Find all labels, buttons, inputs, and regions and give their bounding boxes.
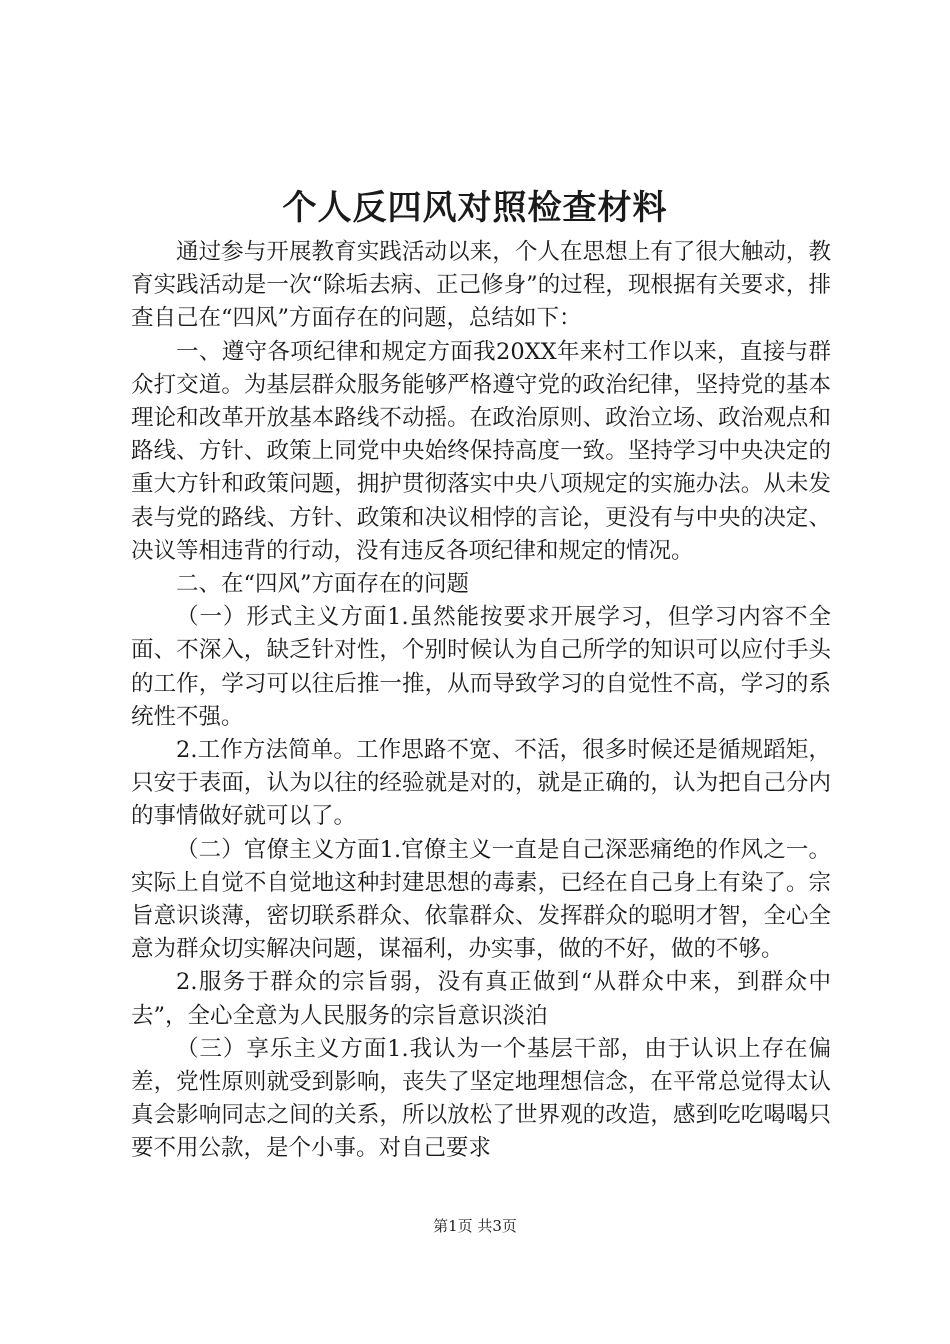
paragraph-section-1: 一、遵守各项纪律和规定方面我20XX年来村工作以来，直接与群众打交道。为基层群众服务能够严格遵守党的政治纪律，坚持党的基本理论和改革开放基本路线不动摇。在政治原则、政治立场、政治观点和路线、方针、政策上同党中央始终保持高度一致。坚持学习中央决定的重大方针和政策问题，拥护贯彻落实中央八项规定的实施办法。从未发表与党的路线、方针、政策和决议相悖的言论，更没有与中央的决定、决议等相违背的行动，没有违反各项纪律和规定的情况。 <box>131 338 831 564</box>
paragraph-hedonism-1: （三）享乐主义方面1.我认为一个基层干部，由于认识上存在偏差，党性原则就受到影响，丧失了坚定地理想信念，在平常总觉得太认真会影响同志之间的关系，所以放松了世界观的改造，感到吃吃喝喝只要不用公款，是个小事。对自己要求 <box>131 1035 831 1162</box>
paragraph-bureaucratism-2: 2.服务于群众的宗旨弱，没有真正做到“从群众中来，到群众中去”，全心全意为人民服务的宗旨意识淡泊 <box>131 969 831 1029</box>
paragraph-bureaucratism-1: （二）官僚主义方面1.官僚主义一直是自己深恶痛绝的作风之一。实际上自觉不自觉地这种封建思想的毒素，已经在自己身上有染了。宗旨意识谈薄，密切联系群众、依靠群众、发挥群众的聪明才智，全心全意为群众切实解决问题，谋福利，办实事，做的不好，做的不够。 <box>131 836 831 963</box>
paragraph-formalism-1: （一）形式主义方面1.虽然能按要求开展学习，但学习内容不全面、不深入，缺乏针对性，个别时候认为自己所学的知识可以应付手头的工作，学习可以往后推一推，从而导致学习的自觉性不高，学习的系统性不强。 <box>131 604 831 730</box>
paragraph-section-2-heading: 二、在“四风”方面存在的问题 <box>176 571 470 598</box>
paragraph-intro: 通过参与开展教育实践活动以来，个人在思想上有了很大触动，教育实践活动是一次“除垢去病、正己修身”的过程，现根据有关要求，排查自己在“四风”方面存在的问题，总结如下： <box>131 239 831 332</box>
paragraph-formalism-2: 2.工作方法简单。工作思路不宽、不活，很多时候还是循规蹈矩，只安于表面，认为以往的经验就是对的，就是正确的，认为把自己分内的事情做好就可以了。 <box>131 737 831 830</box>
document-body <box>131 236 831 1166</box>
page-number-footer: 第1页 共3页 <box>433 1217 517 1235</box>
document-title: 个人反四风对照检查材料 <box>282 188 668 228</box>
